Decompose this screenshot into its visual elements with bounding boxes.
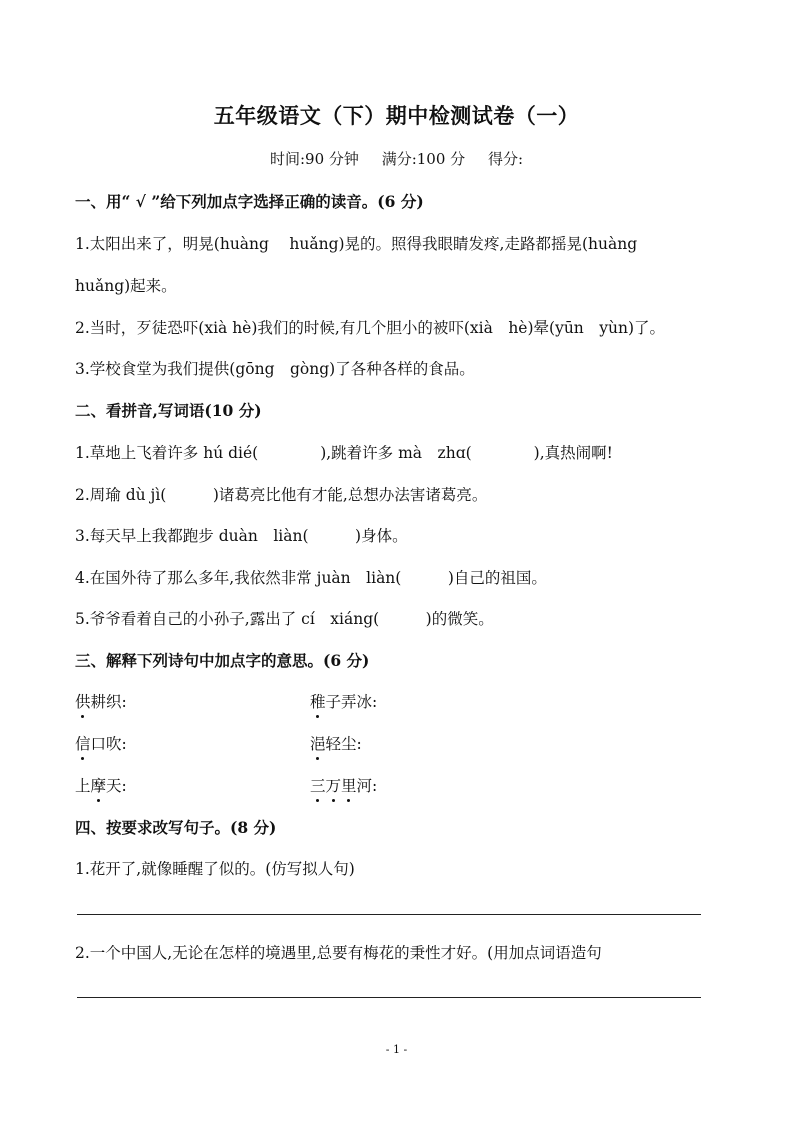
section4-q1: 1.花开了,就像睡醒了似的。(仿写拟人句) bbox=[75, 860, 355, 878]
dotted-chars bbox=[310, 777, 357, 795]
dotted-char: 稚 bbox=[310, 690, 326, 712]
dotted-char: 摩 bbox=[91, 774, 107, 796]
section2-q4: 4.在国外待了那么多年,我依然非常 juàn liàn( )自己的祖国。 bbox=[75, 569, 547, 587]
poem-item: 浥轻尘: bbox=[310, 732, 362, 754]
section4-q2: 2.一个中国人,无论在怎样的境遇里,总要有梅花的秉性才好。(用加点词语造句 bbox=[75, 944, 602, 962]
dotted-char: 信 bbox=[75, 732, 91, 754]
section1-q1-line2: huǎng)起来。 bbox=[75, 277, 177, 295]
dotted-char: 供 bbox=[75, 690, 91, 712]
poem-item: 三万里河: bbox=[310, 774, 377, 796]
exam-score: 得分: bbox=[487, 150, 523, 168]
section2-q2: 2.周瑜 dù jì( )诸葛亮比他有才能,总想办法害诸葛亮。 bbox=[75, 486, 488, 504]
exam-meta bbox=[0, 148, 793, 169]
section2-heading: 二、看拼音,写词语(10 分) bbox=[75, 401, 262, 420]
dotted-char: 万 bbox=[326, 774, 342, 796]
section1-q1-line1: 1.太阳出来了，明晃(huàng huǎng)晃的。照得我眼睛发疼,走路都摇晃(huàng bbox=[75, 235, 638, 253]
page-number: - 1 - bbox=[385, 1043, 408, 1056]
poem-item: 稚子弄冰: bbox=[310, 690, 377, 712]
section1-q2: 2.当时，歹徒恐吓(xià hè)我们的时候,有几个胆小的被吓(xià hè)晕(yūn yùn)了。 bbox=[75, 319, 666, 337]
poem-item: 信口吹: bbox=[75, 732, 127, 754]
section2-q1: 1.草地上飞着许多 hú dié( ),跳着许多 mà zhɑ( ),真热闹啊! bbox=[75, 444, 613, 462]
section4-heading: 四、按要求改写句子。(8 分) bbox=[75, 818, 277, 837]
section3-heading: 三、解释下列诗句中加点字的意思。(6 分) bbox=[75, 651, 370, 670]
page-title: 五年级语文（下）期中检测试卷（一） bbox=[213, 103, 580, 128]
exam-full-score: 满分:100 分 bbox=[381, 150, 466, 168]
poem-item: 供耕织: bbox=[75, 690, 127, 712]
answer-line bbox=[77, 914, 701, 915]
dotted-char: 里 bbox=[341, 774, 357, 796]
answer-line bbox=[77, 997, 701, 998]
poem-item: 上摩天: bbox=[75, 774, 127, 796]
exam-time: 时间:90 分钟 bbox=[270, 150, 359, 168]
dotted-char: 浥 bbox=[310, 732, 326, 754]
section1-heading: 一、用“ √ ”给下列加点字选择正确的读音。(6 分) bbox=[75, 192, 424, 211]
dotted-char: 三 bbox=[310, 774, 326, 796]
section2-q5: 5.爷爷看着自己的小孙子,露出了 cí xiáng( )的微笑。 bbox=[75, 610, 494, 628]
section1-q3: 3.学校食堂为我们提供(gōng gòng)了各种各样的食品。 bbox=[75, 360, 475, 378]
section2-q3: 3.每天早上我都跑步 duàn liàn( )身体。 bbox=[75, 527, 408, 545]
